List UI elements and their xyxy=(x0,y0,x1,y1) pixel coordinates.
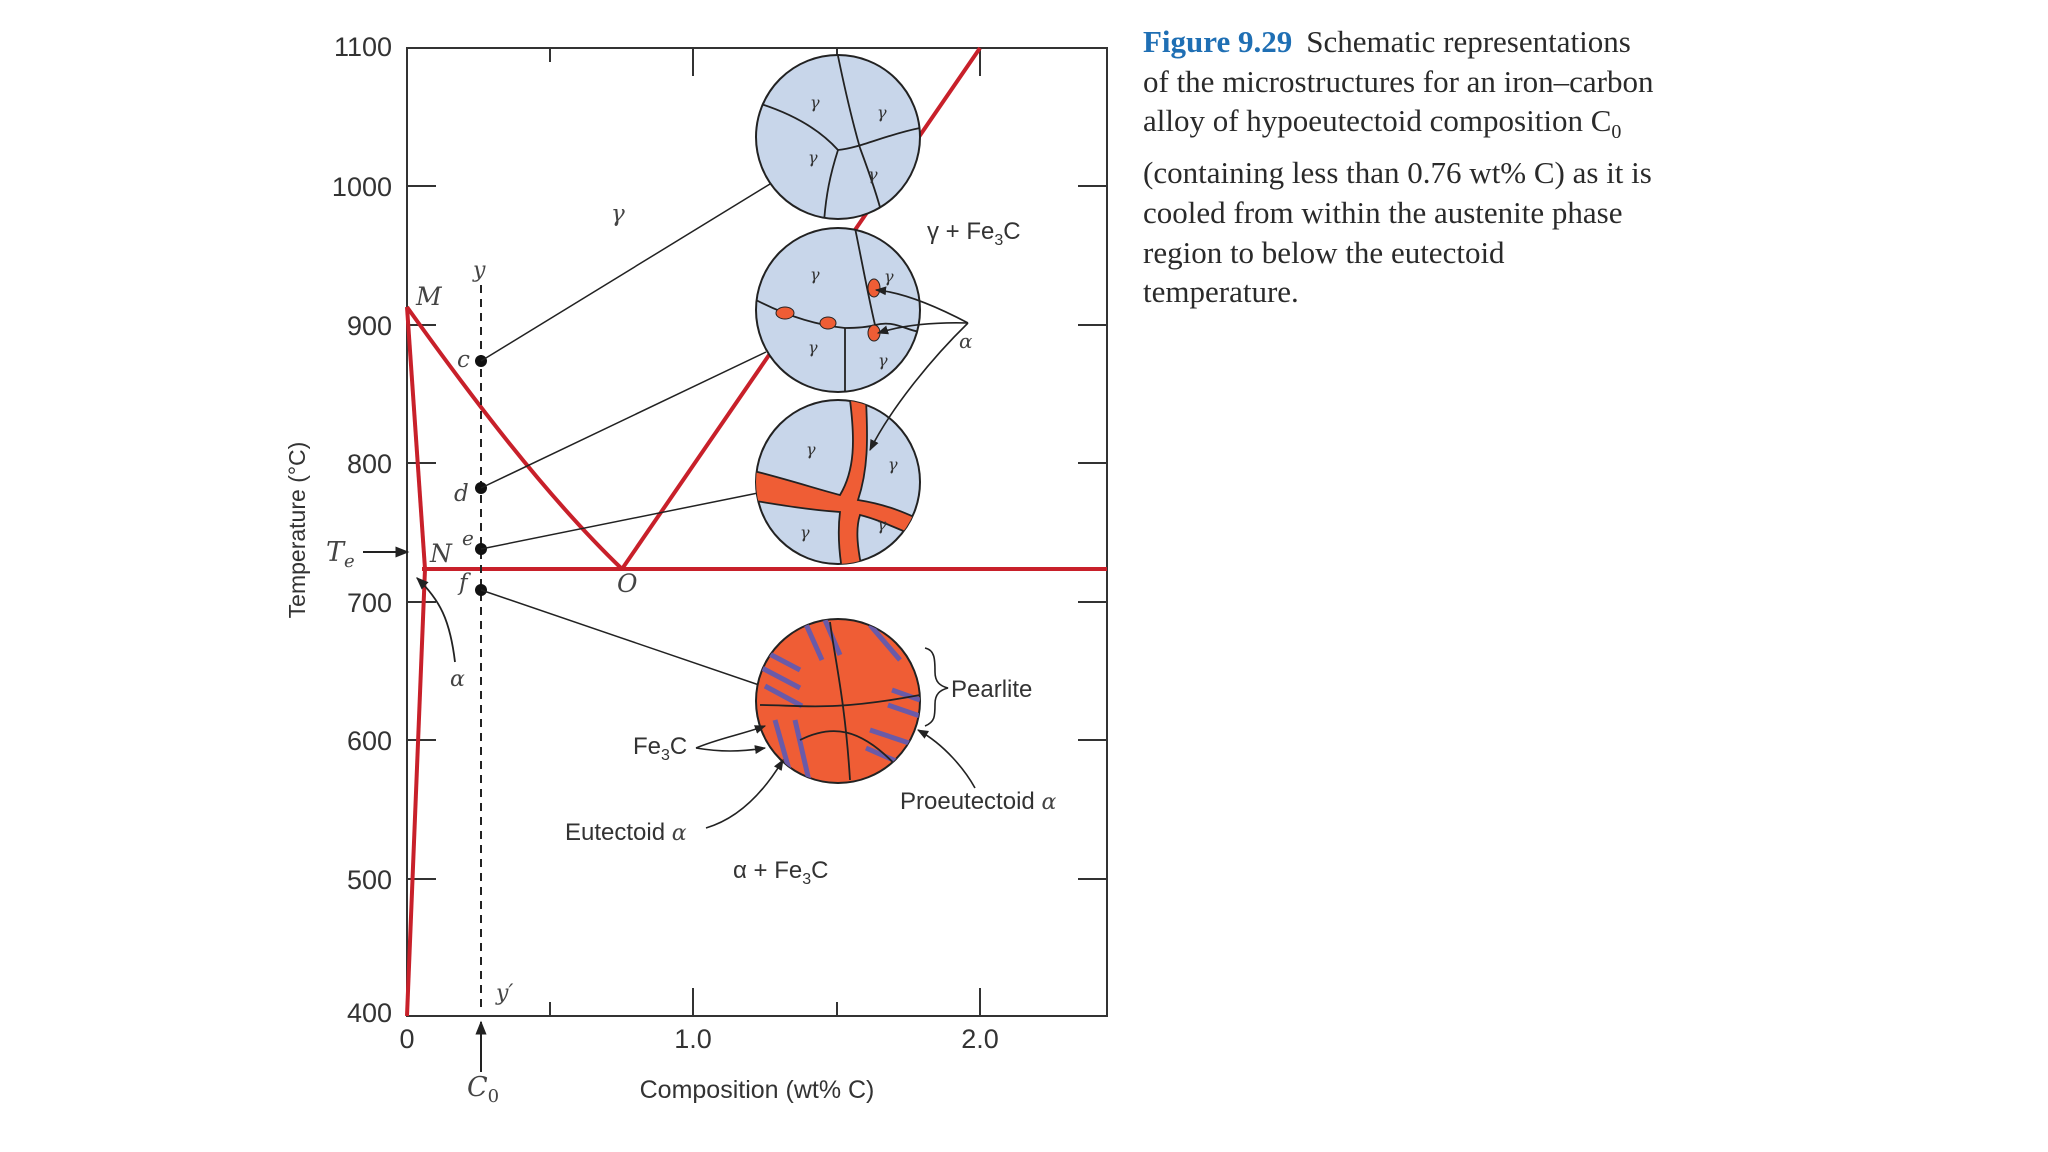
svg-text:γ: γ xyxy=(800,523,810,542)
eutectoid-alpha-label: Eutectoid α xyxy=(565,819,687,846)
y-tick-label: 500 xyxy=(346,865,392,895)
leader-lines xyxy=(481,184,770,686)
microstructure-e xyxy=(750,400,925,570)
x-tick-label: 2.0 xyxy=(961,1024,999,1054)
fe3c-label: $Fe_3C$ xyxy=(633,733,688,764)
y-tick-label: 900 xyxy=(346,311,392,341)
microstructure-c xyxy=(756,55,920,222)
y-tick-label: 600 xyxy=(346,726,392,756)
caption-sub: 0 xyxy=(1611,121,1622,144)
label-Te: $T_e$ xyxy=(326,537,355,572)
label-c: c xyxy=(457,347,470,373)
alpha-arrow-label: α xyxy=(959,329,973,353)
y-tick-label: 1100 xyxy=(333,32,392,62)
svg-text:γ: γ xyxy=(877,515,887,534)
pearlite-label: Pearlite xyxy=(951,676,1033,703)
y-tick-label: 1000 xyxy=(331,172,392,202)
svg-text:γ: γ xyxy=(878,351,888,370)
x-axis-title: Composition (wt% C) xyxy=(639,1076,875,1104)
x-tick-label: 0 xyxy=(399,1024,415,1054)
x-tick-labels xyxy=(399,1024,998,1054)
region-alpha: α xyxy=(450,667,465,692)
microstructure-f xyxy=(756,619,920,785)
y-tick-label: 400 xyxy=(346,998,392,1028)
figure-number: Figure 9.29 xyxy=(1143,24,1293,59)
label-y: y xyxy=(473,258,486,283)
svg-text:γ: γ xyxy=(808,338,818,357)
caption-text-1: Schematic representations of the microstructures for an iron–carbon alloy of hypoeutectoid composition C xyxy=(1143,24,1654,139)
caption-text-2: (containing less than 0.76 wt% C) as it is cooled from within the austenite phase region to below the eutectoid temperature. xyxy=(1143,155,1652,310)
label-N: N xyxy=(430,539,452,568)
region-labels xyxy=(450,201,1021,888)
label-M: M xyxy=(416,282,442,311)
y-tick-label: 700 xyxy=(346,588,392,618)
y-axis-title: Temperature (°C) xyxy=(284,441,310,619)
gamma-alpha-boundary xyxy=(407,307,622,569)
svg-text:γ: γ xyxy=(810,93,820,112)
label-e: e xyxy=(462,526,474,550)
label-y-prime: y′ xyxy=(496,981,514,1006)
svg-text:γ: γ xyxy=(810,265,820,284)
label-O: O xyxy=(617,569,638,598)
y-tick-label: 800 xyxy=(346,449,392,479)
x-tick-label: 1.0 xyxy=(674,1024,712,1054)
y-tick-labels xyxy=(332,32,392,1028)
point-dots xyxy=(475,355,487,596)
label-d: d xyxy=(454,481,469,507)
alpha-gamma-boundary xyxy=(407,307,425,569)
svg-text:γ: γ xyxy=(884,267,894,286)
proeutectoid-alpha-label: Proeutectoid α xyxy=(900,788,1057,815)
svg-text:γ: γ xyxy=(808,148,818,167)
svg-text:γ: γ xyxy=(888,455,898,474)
svg-text:γ: γ xyxy=(877,103,887,122)
svg-text:γ: γ xyxy=(806,440,816,459)
svg-text:γ: γ xyxy=(868,165,878,184)
region-alpha-fe3c: $\alpha + Fe_3C$ xyxy=(733,857,829,888)
microstructure-d xyxy=(756,228,920,392)
region-gamma-fe3c: $\gamma + Fe_3C$ xyxy=(927,218,1021,249)
region-gamma: γ xyxy=(611,201,625,227)
figure-caption xyxy=(1143,22,1663,312)
label-C0: $C_0$ xyxy=(467,1072,500,1107)
label-f: f xyxy=(459,570,468,596)
alpha-solvus xyxy=(407,569,425,1016)
